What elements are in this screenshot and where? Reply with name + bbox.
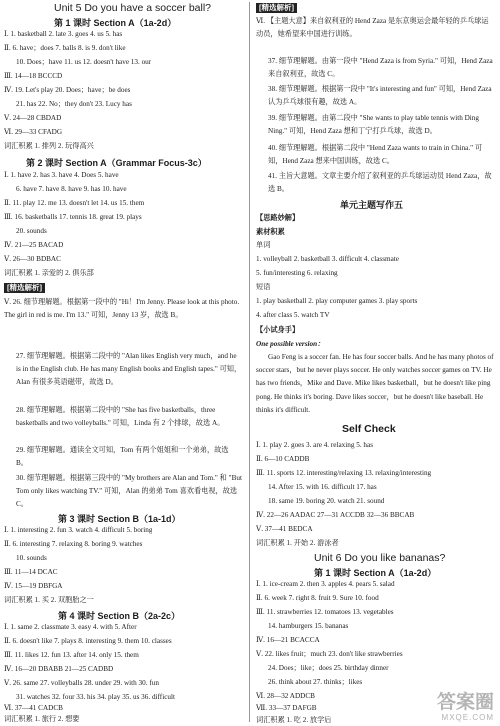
answer-line: Ⅴ. 26—30 BDBAC xyxy=(4,255,61,263)
watermark-url: MXQE.COM xyxy=(441,713,494,722)
analysis-tag: [精选解析] xyxy=(256,3,297,13)
unit5-title: Unit 5 Do you have a soccer ball? xyxy=(54,2,212,14)
vocab-line: 词汇积累 1. 旅行 2. 想要 xyxy=(4,715,80,723)
practice-label: 【小试身手】 xyxy=(256,326,300,334)
analysis-paragraph: 39. 细节理解题。由第二段中 "She wants to play table tennis with Ding Ning." 可知，Hend Zaza 想和丁宁打乒乓球，故选 D。 xyxy=(268,114,479,136)
answer-line: Ⅴ. 24—28 CBDAD xyxy=(4,114,62,122)
self-check-title: Self Check xyxy=(342,423,396,435)
analysis-paragraph: 29. 细节理解题。通读全文可知，Tom 有两个姐姐和一个弟弟，故选 B。 xyxy=(16,446,229,468)
lesson1-title: 第 1 课时 Section A（1a-2d） xyxy=(54,18,177,28)
answer-line: Ⅵ. 28—32 ADDCB xyxy=(256,692,315,700)
answer-line: 20. sounds xyxy=(16,227,47,235)
unit6-title: Unit 6 Do you like bananas? xyxy=(314,552,446,564)
analysis-paragraph: 27. 细节理解题。根据第二段中的 "Alan likes English very much，and he is in the English club. He has many English books and English tapes." 可知，Alan 有很多英语磁带，故选 D。 xyxy=(16,352,242,387)
answer-line: 14. hamburgers 15. bananas xyxy=(268,622,349,630)
column-divider xyxy=(249,2,250,722)
vocab-line: 词汇积累 1. 吃 2. 放学后 xyxy=(256,716,332,724)
answer-line: Ⅱ. 6. week 7. right 8. fruit 9. Sure 10. food xyxy=(256,594,379,602)
answer-line: Ⅴ. 37—41 BEDCA xyxy=(256,525,313,533)
ideas-label: 【思路妙解】 xyxy=(256,214,300,222)
site-watermark xyxy=(437,693,494,722)
phrases-label: 短语 xyxy=(256,283,271,291)
vocab-line: 词汇积累 1. 排列 2. 玩得高兴 xyxy=(4,142,94,150)
answer-line: 26. think about 27. thinks；likes xyxy=(268,678,363,686)
vocab-line: 词汇积累 1. 开始 2. 游泳者 xyxy=(256,539,339,547)
unit6-lesson1-title: 第 1 课时 Section A（1a-2d） xyxy=(314,568,437,578)
phrase-line: 1. play basketball 2. play computer games 3. play sports xyxy=(256,297,418,305)
analysis-paragraph: Ⅴ. 26. 细节理解题。根据第一段中的 "Hi！I'm Jenny. Please look at this photo. The girl in red is me. I'm 13." 可知，Jenny 13 岁，故选 B。 xyxy=(4,298,240,320)
answer-line: Ⅰ. 1. interesting 2. fun 3. watch 4. difficult 5. boring xyxy=(4,526,153,534)
answer-line: Ⅰ. 1. play 2. goes 3. are 4. relaxing 5. has xyxy=(256,441,374,449)
answer-line: 24. Does；like；does 25. birthday dinner xyxy=(268,664,389,672)
word-line: 1. volleyball 2. basketball 3. difficult 4. classmate xyxy=(256,255,399,263)
answer-line: Ⅲ. 11. likes 12. fun 13. after 14. only 15. them xyxy=(4,651,139,659)
answer-line: Ⅴ. 22. likes fruit；much 23. don't like strawberries xyxy=(256,650,403,658)
answer-line: Ⅱ. 11. play 12. me 13. doesn't let 14. us 15. them xyxy=(4,199,145,207)
analysis-paragraph: 37. 细节理解题。由第一段中 "Hend Zaza is from Syria." 可知，Hend Zaza 来自叙利亚，故选 C。 xyxy=(268,57,493,79)
answer-line: Ⅰ. 1. same 2. classmate 3. easy 4. with 5. After xyxy=(4,623,137,631)
analysis-paragraph: 40. 细节理解题。根据第二段中 "Hend Zaza wants to train in China." 可知，Hend Zaza 想来中国训练，故选 C。 xyxy=(268,144,483,166)
answer-line: Ⅰ. 1. basketball 2. late 3. goes 4. us 5. has xyxy=(4,30,123,38)
answer-line: 18. same 19. boring 20. watch 21. sound xyxy=(268,497,385,505)
lesson4-title: 第 4 课时 Section B（2a-2c） xyxy=(58,611,181,621)
words-label: 单词 xyxy=(256,241,271,249)
answer-line: Ⅰ. 1. have 2. has 3. have 4. Does 5. have xyxy=(4,171,119,179)
sample-essay: Gao Feng is a soccer fan. He has four soccer balls. And he has many photos of soccer stars，but he never plays soccer. He only watches soccer games on TV. He has two friends，Mike and Dave. Mike likes basketball，but he doesn't like ping pong. He thinks it's boring. Dave likes soccer，but he doesn't like baseball. He thinks it's difficult. xyxy=(256,353,494,414)
answer-line: 31. watches 32. four 33. his 34. play 35. us 36. difficult xyxy=(16,693,175,701)
answer-line: Ⅳ. 15—19 DBFGA xyxy=(4,582,63,590)
analysis-tag: [精选解析] xyxy=(4,283,45,293)
answer-line: 10. Does；have 11. us 12. doesn't have 13. our xyxy=(16,58,152,66)
answer-line: Ⅲ. 16. basketballs 17. tennis 18. great 19. plays xyxy=(4,213,142,221)
answer-line: Ⅳ. 21—25 BACAD xyxy=(4,241,64,249)
answer-line: Ⅲ. 11. strawberries 12. tomatoes 13. vegetables xyxy=(256,608,394,616)
answer-line: Ⅳ. 19. Let's play 20. Does；have；be does xyxy=(4,86,131,94)
answer-line: Ⅵ. 29—33 CFADG xyxy=(4,128,63,136)
phrase-line: 4. after class 5. watch TV xyxy=(256,311,330,319)
answer-line: 14. After 15. with 16. difficult 17. has xyxy=(268,483,377,491)
lesson3-title: 第 3 课时 Section B（1a-1d） xyxy=(58,514,181,524)
answer-line: Ⅳ. 22—26 AADAC 27—31 ACCDB 32—36 BBCAB xyxy=(256,511,415,519)
answer-line: Ⅰ. 1. ice-cream 2. then 3. apples 4. pears 5. salad xyxy=(256,580,395,588)
answer-line: Ⅱ. 6. interesting 7. relaxing 8. boring 9. watches xyxy=(4,540,143,548)
answer-line: Ⅱ. 6. doesn't like 7. plays 8. interesting 9. them 10. classes xyxy=(4,637,172,645)
answer-line: Ⅲ. 11. sports 12. interesting/relaxing 13. relaxing/interesting xyxy=(256,469,432,477)
analysis-paragraph: 41. 主旨大意题。文章主要介绍了叙利亚的乒乓球运动员 Hend Zaza，故选 B。 xyxy=(268,172,492,194)
writing-title: 单元主题写作五 xyxy=(340,200,404,210)
analysis-paragraph: Ⅵ. 【主题大意】来自叙利亚的 Hend Zaza 是东京奥运会最年轻的乒乓球运动员，她希望来中国进行训练。 xyxy=(256,17,489,39)
vocab-line: 词汇积累 1. 亲爱的 2. 俱乐部 xyxy=(4,269,94,277)
watermark-logo-text: 答案圈 xyxy=(436,692,494,713)
answer-line: Ⅱ. 6. have；does 7. balls 8. is 9. don't like xyxy=(4,44,126,52)
analysis-paragraph: 30. 细节理解题。根据第三段中的 "My brothers are Alan and Tom." 和 "But Tom only likes watching TV." 可知，Alan 的弟弟 Tom 喜欢看电视，故选 C。 xyxy=(16,474,242,509)
sample-label: One possible version： xyxy=(256,340,325,348)
answer-line: Ⅵ. 37—41 CADCB xyxy=(4,704,63,712)
answer-line: Ⅲ. 14—18 BCCCD xyxy=(4,72,63,80)
answer-line: 21. has 22. No；they don't 23. Lucy has xyxy=(16,100,132,108)
answer-line: 10. sounds xyxy=(16,554,47,562)
analysis-paragraph: 28. 细节理解题。根据第二段中的 "She has five basketballs，three basketballs and two volleyballs." 可知，Linda 有 2 个排球，故选 A。 xyxy=(16,406,225,428)
answer-line: Ⅳ. 16—21 BCACCA xyxy=(256,636,320,644)
material-label: 素材积累 xyxy=(256,228,285,236)
analysis-paragraph: 38. 细节理解题。根据第一段中 "It's interesting and fun" 可知，Hend Zaza 认为乒乓球很有趣，故选 A。 xyxy=(268,85,492,107)
lesson2-title: 第 2 课时 Section A（Grammar Focus-3c） xyxy=(26,158,207,168)
answer-line: Ⅳ. 16—20 DBABB 21—25 CADBD xyxy=(4,665,114,673)
vocab-line: 词汇积累 1. 买 2. 双胞胎之一 xyxy=(4,596,94,604)
answer-line: Ⅲ. 11—14 DCAC xyxy=(4,568,58,576)
word-line: 5. fun/interesting 6. relaxing xyxy=(256,269,338,277)
answer-line: Ⅴ. 26. same 27. volleyballs 28. under 29. with 30. fun xyxy=(4,679,159,687)
answer-line: 6. have 7. have 8. have 9. has 10. have xyxy=(16,185,127,193)
answer-line: Ⅱ. 6—10 CADDB xyxy=(256,455,310,463)
answer-line: Ⅶ. 33—37 DAFGB xyxy=(256,704,317,712)
